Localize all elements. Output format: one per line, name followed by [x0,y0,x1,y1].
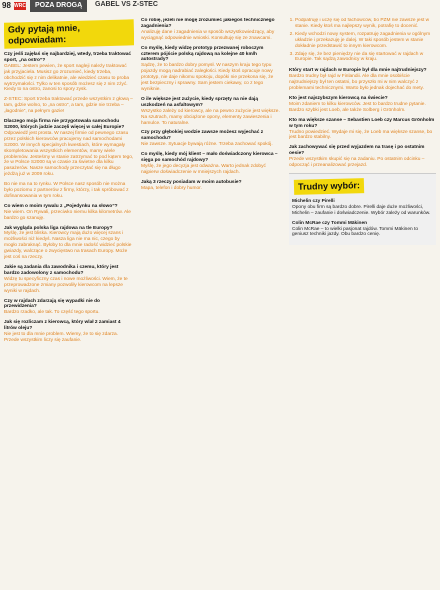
answer: Myślę, że jego decyzja jest odważna. Warto jednak zdobyć najpierw doświadczenie w mniejszych rajdach. [141,163,266,175]
answer: Mapa, telefon i dobry humor. [141,185,202,191]
wrc-logo: WRC [14,3,26,9]
answer: Odpowiedź jest prosta. W naszej firmie od pewnego czasu przez polskich kierowców pracujemy nad samochodami S2000. W innych specjalnych kwestiach, które wymagały skompletowania wszystkich elementów, mamy wiele problemów. Jesteśmy w stanie zatrzymać to pod kątem tego, że w Polsce S2000 są w czasie za świetne dla kilku pasażerów. Nasze samochody przeczytać się na długo jeżdżą już w 2009 roku. [4,130,134,178]
list-item: 3. Zdaję się, że bez pieniędzy nie da się startować w rajdach w Europie. Tak sądzą zawodnicy w kraju. [295,52,436,64]
answer [4,97,134,115]
question: Jaką 3 rzeczy posiadam w moim autobusie? [141,179,242,185]
question: Co wiem o moim rywalu z „Pojedynku na słowo”? [4,203,118,209]
question: Kto ma większe szanse – Sebastien Loeb czy Marcus Grönholm w tym roku? [289,117,435,129]
numbered-list [289,18,436,63]
question: Jak zachowywać się przed wyjazdem na trasę i po ostatnim oesie? [289,145,425,157]
question: Który start w rajdach w Europie był dla mnie najtrudniejszy? [289,68,427,74]
answer: Analizuję dane i zagadnienia w sposób wszystkowiedzący, aby wyciągnąć odpowiednie wnioski. Konsultuję się ze znawcami. [141,29,275,41]
question: Co myślę, kiedy widzę prototyp przezwanej roboczym czterem pójście polską rajdową na kolejne 40 km/h autostrady? [141,45,264,63]
answer: Nie zawsze. Sytuacje bywają różne. Trzeba zachować spokój. [141,142,273,148]
question: Czy przy głębokiej wodzie zawsze możesz wyjechać z samochodu? [141,130,264,142]
question: Colin McRae czy Tommi Mäkinen [292,220,368,226]
section-label: POZA DROGĄ [30,0,87,12]
answer: Widzę tu specyficzny czas i nowe możliwości. Wiem, że te przeprowadzone zmiany pozwoliły kierowcom na lepsze wyniki w rajdach. [4,276,128,294]
question: Co robię, jeżeli nie mogę zrozumieć jakiegoś technicznego zagadnienia? [141,18,275,29]
question: Czy jeśli zajęłaś się najbardziej, wtedy, trzeba traktować sport, „na ostro”? [4,52,132,63]
question: O ile większe jest zużycie, kiedy sprzęty na nie dają uszkodzeń na asfaltowym? [141,96,259,108]
question: Jakie są zadania dla zawodnika i czemu, który jest bardzo zadowolony z samochodu? [4,265,119,276]
question: Jak się rozliczam z kierowcą, który wlał 2 zamiast 4 litrów oleju? [4,320,121,332]
answer: Sądzę, że to bardzo dobry pomysł. W naszym kraju tego typu pojazdy mogą nadrabiać zaległości. Kiedy ktoś opracuje nowy prototyp, nie daje nikomu spokoju, dopóki nie przekona się, że jest bezpieczny i sprawny. Sam jestem ciekawy, co z tego wyniknie. [141,63,274,92]
answer: Bardzo trudny był rajd w Finlandii. Ale dla mnie osobiście najtrudniejszy był ten ostatni, bo przyszło mi w nim walczyć z problemami technicznymi. Warto było jednak dojechać do mety. [289,74,424,92]
answer: Bardzo rzadko, ale tak. To część tego sportu. [4,310,100,316]
answer-text: Z-STEC: Sport trzeba traktować przede wszystkim z głową – tam, gdzie wolno, to „na ostro”, a tam, gdzie nie trzeba – „łagodnie”, na pełnym gazie! [4,97,133,115]
answer: Nie jest to dla mnie problem. Wiemy, że to się zdarza. Przede wszystkim liczy się zaufanie. [4,332,119,343]
question: Jak wygląda polska liga rajdowa na tle Europy? [4,225,113,231]
question: Co myślę, kiedy mój klient – mało doświadczony kierowca – sięga po samochód rajdowy? [141,152,278,164]
sidebar-box [289,173,436,245]
question: Kto jest najszybszym kierowcą na świecie? [289,95,388,101]
box-banner: Trudny wybór: [294,178,364,195]
answer: Myślę, że jest bliska. Kierowcy mają dużo więcej szans i możliwości niż kiedyś. Nasza liga nie ma nic, czego by mogło zabraknąć. Byłoby to dla mnie radość widzieć polskie gwiazdy, walczące o zwycięstwo na trasach Europy. Może jest coś na rzeczy. [4,231,132,261]
page-header [0,0,440,14]
page-number: 98 [2,1,11,10]
left-banner: Gdy pytają mnie, odpowiadam: [4,19,134,48]
answer: Nie wiem. On Rywali, przeciwko niemu kilka kilometrów. Ale bardzo go szanuję. [4,209,131,221]
list-item: 2. Kiedy wchodzi nowy system, rozpatruję zagadnienia w ogólnym układzie i przekazuję je dalej. W taki sposób jestem w stanie dokładnie przedstawić to innym kierowcom. [295,32,436,50]
answer: Opony obu firm są bardzo dobre. Pirelli daje duże możliwości, Michelin – zaufanie i doświadczenie. Wybór zależy od warunków. [292,204,431,216]
answer: Przede wszystkim skupić się na zadaniu. Po ostatnim odcinku – odpocząć i przeanalizować przejazd. [289,157,425,169]
list-item: 1. Podpatruję i uczę się od fachowców, bo PZM nie zawsze jest w stanie. Kiedy ktoś ma najlepszy wynik, potrafię to docenić. [295,18,436,30]
question: Czy w rajdach zdarzają się wypadki nie do przewidzenia? [4,298,100,310]
column-right [289,18,436,586]
answer: Colin McRae – to wielki pasjonat rajdów. Tommi Mäkinen to geniusz techniki jazdy. Obu bardzo cenię. [292,226,419,238]
answer: Wszystko zależy od kierowcy, ale na pewno zużycie jest większe. Na szutrach, mamy obciążone opony, elementy zawieszenia i hamulce. To naturalne. [141,108,280,126]
column-middle [141,18,282,586]
answer [4,64,134,94]
article-subtitle: GABEL VS Z-STEC [95,1,158,8]
question: Dlaczego moja firma nie przygotowała samochodu S2000, których jadzie zaczęli więcej w całej Europie? [4,119,125,130]
answer: Trudno powiedzieć. Wydaje mi się, że Loeb ma większe szanse, bo jest bardzo stabilny. [289,129,433,141]
answer-text: GABEL: Jestem pewien, że sport nagleji należy traktować jak przyjaciela. Musisz go zrozumieć, kiedy trzeba, obchodzić się z nim delikatnie, ale wiedzieć czasu to proba wytrzymałości. Tylko w ten sposób możesz się z nim zżyć. Kiedy to na ostro, zanosi to spory zysk. [4,63,130,93]
answer: Bo nie ma na to rynku. W Polsce nasz sposób nie można było poziomu z partnerów z firmy, którzy, i tak spróbować z dofinansowania w tym roku. [4,182,129,199]
answer: Moim zdaniem to kilku kierowców. Jest to bardzo trudne pytanie. Bardzo szybki jest Loeb, ale także Solberg i Grönholm. [289,101,426,113]
column-left [4,18,134,586]
question: Michelin czy Pirelli [292,198,335,204]
